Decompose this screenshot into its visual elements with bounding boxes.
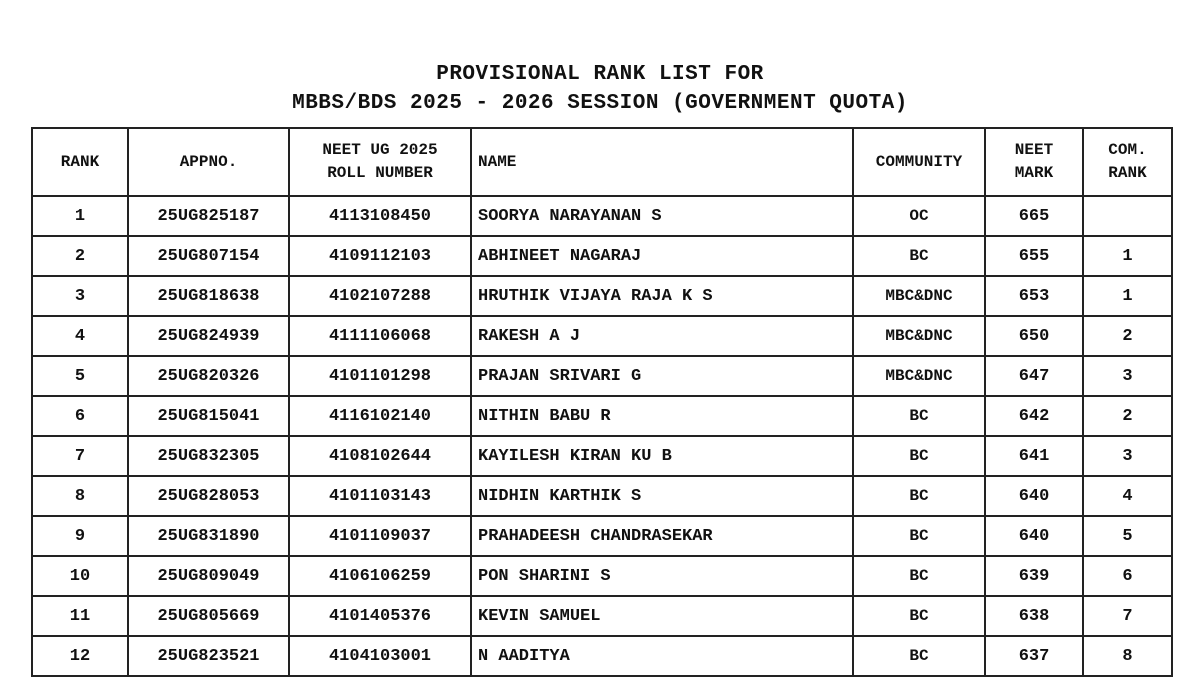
table-row — [32, 396, 1172, 436]
cell-rank: 1 — [32, 196, 128, 236]
table-row — [32, 556, 1172, 596]
rank-list-table — [31, 127, 1173, 677]
cell-com-rank: 8 — [1083, 636, 1172, 676]
cell-neet-mark: 637 — [985, 636, 1083, 676]
cell-roll-number: 4108102644 — [289, 436, 471, 476]
cell-rank: 3 — [32, 276, 128, 316]
cell-appno: 25UG832305 — [128, 436, 289, 476]
cell-community: OC — [853, 196, 985, 236]
cell-neet-mark: 655 — [985, 236, 1083, 276]
table-row — [32, 356, 1172, 396]
cell-neet-mark: 642 — [985, 396, 1083, 436]
cell-appno: 25UG828053 — [128, 476, 289, 516]
cell-appno: 25UG820326 — [128, 356, 289, 396]
cell-name: KEVIN SAMUEL — [471, 596, 853, 636]
cell-name: PRAHADEESH CHANDRASEKAR — [471, 516, 853, 556]
header-rank: RANK — [32, 128, 128, 196]
cell-community: BC — [853, 556, 985, 596]
table-row — [32, 316, 1172, 356]
cell-name: PRAJAN SRIVARI G — [471, 356, 853, 396]
cell-community: BC — [853, 476, 985, 516]
page-title-line-1: PROVISIONAL RANK LIST FOR — [436, 63, 764, 86]
cell-community: MBC&DNC — [853, 356, 985, 396]
cell-com-rank: 2 — [1083, 316, 1172, 356]
cell-name: PON SHARINI S — [471, 556, 853, 596]
cell-rank: 5 — [32, 356, 128, 396]
cell-roll-number: 4102107288 — [289, 276, 471, 316]
cell-com-rank: 7 — [1083, 596, 1172, 636]
cell-roll-number: 4111106068 — [289, 316, 471, 356]
cell-com-rank: 5 — [1083, 516, 1172, 556]
cell-roll-number: 4101405376 — [289, 596, 471, 636]
cell-appno: 25UG831890 — [128, 516, 289, 556]
cell-roll-number: 4106106259 — [289, 556, 471, 596]
cell-rank: 6 — [32, 396, 128, 436]
cell-roll-number: 4101103143 — [289, 476, 471, 516]
cell-rank: 2 — [32, 236, 128, 276]
cell-neet-mark: 640 — [985, 476, 1083, 516]
cell-rank: 10 — [32, 556, 128, 596]
header-comrank-line-2: RANK — [1108, 164, 1147, 182]
table-row — [32, 236, 1172, 276]
cell-name: NITHIN BABU R — [471, 396, 853, 436]
cell-community: BC — [853, 236, 985, 276]
table-header-row — [32, 128, 1172, 196]
table-row — [32, 596, 1172, 636]
table-row — [32, 196, 1172, 236]
cell-com-rank: 3 — [1083, 436, 1172, 476]
cell-com-rank: 4 — [1083, 476, 1172, 516]
cell-community: BC — [853, 516, 985, 556]
table-row — [32, 636, 1172, 676]
cell-com-rank — [1083, 196, 1172, 236]
cell-roll-number: 4101101298 — [289, 356, 471, 396]
header-mark-line-1: NEET — [1014, 141, 1054, 159]
cell-name: KAYILESH KIRAN KU B — [471, 436, 853, 476]
header-roll-line-1: NEET UG 2025 — [322, 141, 438, 159]
cell-roll-number: 4113108450 — [289, 196, 471, 236]
cell-appno: 25UG815041 — [128, 396, 289, 436]
header-appno: APPNO. — [128, 128, 289, 196]
cell-community: BC — [853, 596, 985, 636]
header-comrank-line-1: COM. — [1108, 141, 1147, 159]
cell-name: NIDHIN KARTHIK S — [471, 476, 853, 516]
cell-roll-number: 4104103001 — [289, 636, 471, 676]
cell-appno: 25UG825187 — [128, 196, 289, 236]
cell-community: BC — [853, 396, 985, 436]
cell-name: ABHINEET NAGARAJ — [471, 236, 853, 276]
cell-rank: 8 — [32, 476, 128, 516]
header-community: COMMUNITY — [853, 128, 985, 196]
cell-rank: 7 — [32, 436, 128, 476]
cell-community: BC — [853, 436, 985, 476]
header-roll-number — [289, 128, 471, 196]
cell-rank: 12 — [32, 636, 128, 676]
cell-neet-mark: 638 — [985, 596, 1083, 636]
cell-appno: 25UG818638 — [128, 276, 289, 316]
cell-com-rank: 1 — [1083, 236, 1172, 276]
cell-roll-number: 4109112103 — [289, 236, 471, 276]
cell-appno: 25UG807154 — [128, 236, 289, 276]
cell-com-rank: 1 — [1083, 276, 1172, 316]
cell-rank: 9 — [32, 516, 128, 556]
table-row — [32, 436, 1172, 476]
cell-community: MBC&DNC — [853, 316, 985, 356]
header-neet-mark — [985, 128, 1083, 196]
cell-neet-mark: 639 — [985, 556, 1083, 596]
cell-community: MBC&DNC — [853, 276, 985, 316]
cell-rank: 11 — [32, 596, 128, 636]
cell-appno: 25UG823521 — [128, 636, 289, 676]
cell-neet-mark: 640 — [985, 516, 1083, 556]
table-row — [32, 276, 1172, 316]
cell-roll-number: 4116102140 — [289, 396, 471, 436]
header-mark-line-2: MARK — [1014, 164, 1054, 182]
cell-neet-mark: 641 — [985, 436, 1083, 476]
cell-com-rank: 6 — [1083, 556, 1172, 596]
cell-appno: 25UG805669 — [128, 596, 289, 636]
table-row — [32, 476, 1172, 516]
cell-name: RAKESH A J — [471, 316, 853, 356]
cell-roll-number: 4101109037 — [289, 516, 471, 556]
header-name: NAME — [471, 128, 853, 196]
cell-neet-mark: 650 — [985, 316, 1083, 356]
cell-com-rank: 2 — [1083, 396, 1172, 436]
page-title-line-2: MBBS/BDS 2025 - 2026 SESSION (GOVERNMENT QUOTA) — [292, 92, 908, 115]
cell-name: N AADITYA — [471, 636, 853, 676]
cell-appno: 25UG809049 — [128, 556, 289, 596]
table-row — [32, 516, 1172, 556]
cell-appno: 25UG824939 — [128, 316, 289, 356]
cell-name: HRUTHIK VIJAYA RAJA K S — [471, 276, 853, 316]
header-com-rank — [1083, 128, 1172, 196]
cell-community: BC — [853, 636, 985, 676]
cell-com-rank: 3 — [1083, 356, 1172, 396]
cell-neet-mark: 647 — [985, 356, 1083, 396]
cell-neet-mark: 653 — [985, 276, 1083, 316]
cell-rank: 4 — [32, 316, 128, 356]
cell-neet-mark: 665 — [985, 196, 1083, 236]
cell-name: SOORYA NARAYANAN S — [471, 196, 853, 236]
header-roll-line-2: ROLL NUMBER — [327, 164, 433, 182]
